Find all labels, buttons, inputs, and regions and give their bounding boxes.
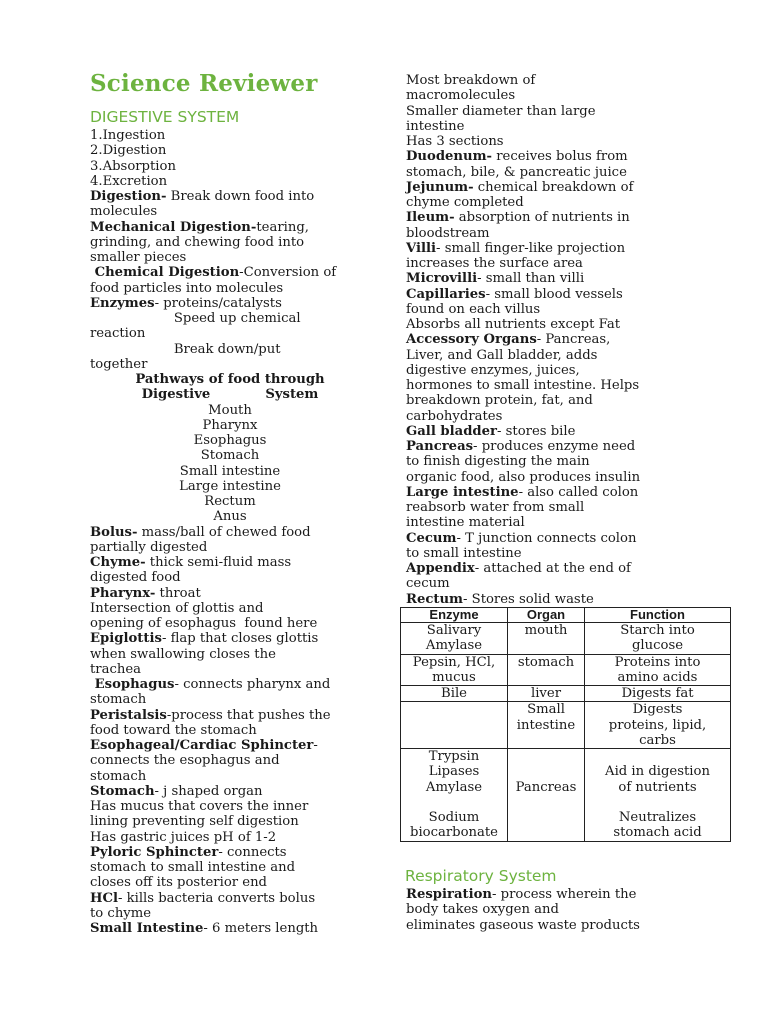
line-text: closes off its posterior end bbox=[90, 875, 268, 891]
term-label: Accessory Organs bbox=[406, 332, 537, 348]
line-text: reabsorb water from small bbox=[406, 500, 585, 515]
line-text: - Pancreas, bbox=[536, 332, 611, 348]
text-line bbox=[406, 546, 736, 561]
text-line bbox=[406, 918, 736, 933]
line-text: food toward the stomach bbox=[90, 722, 257, 738]
text-line bbox=[90, 906, 370, 921]
line-text: intestine material bbox=[406, 515, 525, 531]
term-label: Esophagus bbox=[90, 677, 175, 692]
text-line bbox=[90, 159, 370, 174]
text-line bbox=[406, 180, 736, 195]
table-cell bbox=[585, 623, 731, 655]
table-cell bbox=[401, 702, 508, 749]
text-line bbox=[406, 576, 736, 591]
line-text: Large intestine bbox=[179, 478, 281, 494]
text-line bbox=[90, 387, 370, 402]
text-line bbox=[406, 317, 736, 332]
text-line bbox=[90, 418, 370, 433]
term-label: Mechanical Digestion- bbox=[90, 219, 257, 235]
line-text: Most breakdown of bbox=[406, 73, 536, 88]
line-text: - j shaped organ bbox=[154, 783, 263, 799]
line-text: stomach bbox=[90, 768, 147, 784]
line-text: -Conversion of bbox=[239, 265, 337, 281]
text-line bbox=[90, 738, 370, 753]
line-text: Has 3 sections bbox=[406, 134, 504, 149]
text-line bbox=[90, 753, 370, 768]
text-line bbox=[90, 509, 370, 524]
text-line bbox=[90, 326, 370, 341]
cell-line: Amylase bbox=[425, 779, 483, 795]
line-text: partially digested bbox=[90, 539, 208, 555]
text-line bbox=[406, 393, 736, 408]
cell-line: stomach bbox=[517, 654, 575, 670]
line-text: Speed up chemical bbox=[90, 311, 301, 326]
line-text: thick semi-fluid mass bbox=[145, 555, 292, 570]
text-line bbox=[90, 143, 370, 158]
text-line bbox=[90, 799, 370, 814]
text-line bbox=[90, 433, 370, 448]
cell-line: Lipases bbox=[428, 764, 480, 780]
table-cell bbox=[508, 654, 585, 686]
text-line bbox=[406, 363, 736, 378]
line-text: Small intestine bbox=[179, 463, 281, 479]
text-line bbox=[90, 631, 370, 646]
cell-line: Pepsin, HCl, bbox=[412, 654, 496, 670]
table-row bbox=[401, 623, 731, 655]
term-label: Bolus- bbox=[90, 524, 138, 540]
section-heading-respiratory: Respiratory System bbox=[405, 867, 557, 885]
cell-line: biocarbonate bbox=[410, 825, 498, 841]
term-label: Esophageal/Cardiac Sphincter bbox=[90, 738, 314, 753]
term-label: Villi bbox=[406, 240, 437, 256]
enzyme-table bbox=[400, 607, 731, 842]
cell-line: Aid in digestion bbox=[605, 764, 710, 780]
line-text: Pharynx bbox=[202, 417, 258, 433]
text-line bbox=[406, 210, 736, 225]
table-cell bbox=[508, 686, 585, 702]
term-label: Jejunum- bbox=[406, 179, 474, 195]
table-cell bbox=[401, 686, 508, 702]
text-line bbox=[90, 448, 370, 463]
text-line bbox=[90, 647, 370, 662]
table-cell bbox=[508, 623, 585, 655]
line-text: Intersection of glottis and bbox=[90, 600, 264, 616]
text-line bbox=[90, 265, 370, 280]
line-text: macromolecules bbox=[406, 88, 516, 104]
line-text: - also called colon bbox=[518, 484, 639, 500]
text-line bbox=[90, 677, 370, 692]
line-text: organic food, also produces insulin bbox=[406, 469, 641, 485]
text-line bbox=[406, 561, 736, 576]
text-line bbox=[90, 692, 370, 707]
line-text: to small intestine bbox=[406, 545, 522, 561]
line-text: carbohydrates bbox=[406, 408, 503, 424]
text-line bbox=[90, 189, 370, 204]
table-cell bbox=[585, 749, 731, 842]
line-text: to chyme bbox=[90, 905, 152, 921]
line-text: - connects pharynx and bbox=[174, 677, 331, 692]
text-line bbox=[406, 332, 736, 347]
text-line bbox=[90, 814, 370, 829]
line-text: stomach to small intestine and bbox=[90, 860, 296, 875]
table-row bbox=[401, 654, 731, 686]
term-label: Chemical Digestion bbox=[90, 265, 240, 281]
text-line bbox=[90, 769, 370, 784]
cell-line: Bile bbox=[441, 686, 467, 701]
cell-line: Amylase bbox=[425, 638, 483, 654]
term-label: Digestive System bbox=[141, 387, 319, 403]
table-cell bbox=[508, 702, 585, 749]
table-header-function: Function bbox=[585, 608, 731, 623]
line-text: Mouth bbox=[208, 402, 252, 418]
cell-line: mucus bbox=[432, 669, 476, 685]
line-text: - small than villi bbox=[477, 271, 585, 287]
text-line bbox=[406, 439, 736, 454]
text-line bbox=[406, 470, 736, 485]
line-text: chemical breakdown of bbox=[473, 179, 634, 195]
text-line bbox=[90, 723, 370, 738]
text-line bbox=[406, 119, 736, 134]
line-text: tearing, bbox=[256, 219, 309, 235]
text-line bbox=[90, 220, 370, 235]
line-text: Has mucus that covers the inner bbox=[90, 799, 309, 814]
cell-line: Sodium bbox=[428, 810, 480, 825]
term-label: Microvilli bbox=[406, 271, 478, 287]
table-cell bbox=[401, 654, 508, 686]
text-line bbox=[90, 891, 370, 906]
text-line bbox=[90, 357, 370, 372]
text-line bbox=[406, 424, 736, 439]
right-column-text bbox=[406, 73, 736, 607]
term-label: Ileum- bbox=[406, 210, 455, 226]
line-text: smaller pieces bbox=[90, 250, 187, 265]
line-text: connects the esophagus and bbox=[90, 753, 280, 769]
line-text: cecum bbox=[406, 576, 450, 592]
line-text: to finish digesting the main bbox=[406, 454, 590, 470]
cell-line: intestine bbox=[516, 717, 576, 733]
table-row bbox=[401, 749, 731, 842]
line-text: chyme completed bbox=[406, 195, 524, 210]
term-label: Duodenum- bbox=[406, 149, 493, 165]
term-label: Epiglottis bbox=[90, 631, 162, 647]
line-text: increases the surface area bbox=[406, 256, 583, 271]
term-label: Cecum bbox=[406, 530, 457, 546]
term-label: Gall bladder bbox=[406, 423, 497, 439]
line-text: Liver, and Gall bladder, adds bbox=[406, 347, 598, 363]
line-text: Break down food into bbox=[166, 189, 315, 204]
line-text: - process wherein the bbox=[491, 887, 637, 902]
line-text: - 6 meters length bbox=[203, 921, 319, 936]
table-row bbox=[401, 702, 731, 749]
text-line bbox=[90, 250, 370, 265]
line-text: - connects bbox=[218, 844, 287, 860]
term-label: Capillaries bbox=[406, 286, 486, 302]
cell-line bbox=[404, 795, 504, 810]
text-line bbox=[406, 902, 736, 917]
text-line bbox=[406, 134, 736, 149]
text-line bbox=[90, 342, 370, 357]
line-text: Break down/put bbox=[90, 341, 281, 357]
text-line bbox=[406, 378, 736, 393]
cell-line bbox=[588, 749, 727, 764]
line-text: when swallowing closes the bbox=[90, 646, 276, 662]
text-line bbox=[406, 73, 736, 88]
cell-line: amino acids bbox=[617, 669, 698, 685]
cell-line: Trypsin bbox=[428, 749, 480, 764]
cell-line bbox=[404, 702, 504, 717]
line-text: Absorbs all nutrients except Fat bbox=[406, 317, 621, 332]
cell-line: mouth bbox=[524, 623, 568, 638]
text-line bbox=[90, 525, 370, 540]
line-text: - produces enzyme need bbox=[473, 439, 636, 454]
text-line bbox=[406, 104, 736, 119]
table-cell bbox=[401, 749, 508, 842]
text-line bbox=[406, 241, 736, 256]
line-text: Has gastric juices pH of 1-2 bbox=[90, 829, 277, 845]
line-text: - proteins/catalysts bbox=[154, 295, 282, 311]
line-text: - small blood vessels bbox=[485, 286, 623, 302]
term-label: Pharynx- bbox=[90, 585, 156, 601]
text-line bbox=[90, 403, 370, 418]
line-text: found on each villus bbox=[406, 301, 541, 317]
table-cell bbox=[585, 702, 731, 749]
table-cell bbox=[508, 749, 585, 842]
cell-line: Proteins into bbox=[614, 654, 701, 670]
text-line bbox=[90, 540, 370, 555]
table-cell bbox=[401, 623, 508, 655]
text-line bbox=[90, 708, 370, 723]
line-text: receives bolus from bbox=[492, 149, 628, 165]
line-text: mass/ball of chewed food bbox=[137, 524, 311, 540]
text-line bbox=[406, 500, 736, 515]
line-text: opening of esophagus found here bbox=[90, 616, 318, 631]
term-label: Appendix bbox=[406, 561, 475, 576]
page-title: Science Reviewer bbox=[90, 70, 318, 97]
line-text: - small finger-like projection bbox=[436, 240, 626, 256]
table-header-organ: Organ bbox=[508, 608, 585, 623]
term-label: Enzymes bbox=[90, 295, 155, 311]
line-text: lining preventing self digestion bbox=[90, 814, 299, 830]
text-line bbox=[406, 287, 736, 302]
line-text: hormones to small intestine. Helps bbox=[406, 378, 640, 393]
term-label: HCl bbox=[90, 890, 118, 906]
text-line bbox=[406, 302, 736, 317]
text-line bbox=[90, 281, 370, 296]
line-text: breakdown protein, fat, and bbox=[406, 393, 593, 409]
left-column-text bbox=[90, 128, 370, 936]
line-text: throat bbox=[155, 585, 201, 601]
text-line bbox=[90, 921, 370, 936]
cell-line: Neutralizes bbox=[618, 810, 697, 825]
text-line bbox=[90, 479, 370, 494]
line-text: -process that pushes the bbox=[166, 707, 331, 723]
text-line bbox=[406, 454, 736, 469]
term-label: Peristalsis bbox=[90, 707, 167, 723]
term-label: Respiration bbox=[406, 887, 492, 902]
text-line bbox=[406, 348, 736, 363]
cell-line: Digests fat bbox=[621, 686, 694, 701]
text-line bbox=[90, 586, 370, 601]
line-text: molecules bbox=[90, 204, 158, 220]
term-label: Pancreas bbox=[406, 439, 474, 454]
cell-line: Starch into bbox=[620, 623, 695, 638]
text-line bbox=[406, 256, 736, 271]
term-label: Rectum bbox=[406, 591, 464, 607]
text-line bbox=[90, 464, 370, 479]
table-header-enzyme: Enzyme bbox=[401, 608, 508, 623]
table-header-row bbox=[401, 608, 731, 623]
text-line bbox=[90, 662, 370, 677]
line-text: body takes oxygen and bbox=[406, 902, 559, 918]
text-line bbox=[90, 311, 370, 326]
line-text: intestine bbox=[406, 118, 465, 134]
line-text: - bbox=[313, 738, 318, 753]
line-text: absorption of nutrients in bbox=[454, 210, 630, 226]
line-text: Anus bbox=[213, 509, 247, 525]
text-line bbox=[406, 195, 736, 210]
text-line bbox=[90, 296, 370, 311]
text-line bbox=[90, 601, 370, 616]
cell-line: Salivary bbox=[426, 623, 482, 638]
line-text: food particles into molecules bbox=[90, 280, 284, 296]
text-line bbox=[90, 845, 370, 860]
line-text: eliminates gaseous waste products bbox=[406, 917, 640, 933]
line-text: digestive enzymes, juices, bbox=[406, 362, 580, 378]
text-line bbox=[90, 860, 370, 875]
cell-line: carbs bbox=[639, 732, 676, 748]
cell-line bbox=[511, 749, 581, 764]
line-text: Smaller diameter than large bbox=[406, 103, 596, 119]
line-text: - Stores solid waste bbox=[463, 591, 594, 607]
text-line bbox=[90, 616, 370, 631]
text-line bbox=[90, 235, 370, 250]
line-text: reaction bbox=[90, 326, 146, 342]
term-label: Digestion- bbox=[90, 189, 167, 204]
text-line bbox=[406, 592, 736, 607]
text-line bbox=[406, 887, 736, 902]
term-label: Chyme- bbox=[90, 555, 146, 570]
text-line bbox=[406, 165, 736, 180]
respiratory-text bbox=[406, 887, 736, 933]
cell-line bbox=[588, 795, 727, 810]
term-label: Stomach bbox=[90, 783, 155, 799]
text-line bbox=[90, 555, 370, 570]
line-text: grinding, and chewing food into bbox=[90, 234, 305, 250]
line-text: bloodstream bbox=[406, 225, 490, 241]
line-text: together bbox=[90, 356, 148, 372]
line-text: 2.Digestion bbox=[90, 143, 167, 159]
line-text: trachea bbox=[90, 661, 142, 677]
line-text: - stores bile bbox=[496, 423, 576, 439]
line-text: Rectum bbox=[204, 494, 256, 509]
line-text: 3.Absorption bbox=[90, 158, 176, 174]
cell-line: liver bbox=[531, 686, 561, 701]
text-line bbox=[406, 88, 736, 103]
text-line bbox=[90, 174, 370, 189]
line-text: 4.Excretion bbox=[90, 173, 168, 189]
cell-line: proteins, lipid, bbox=[608, 717, 707, 733]
text-line bbox=[90, 570, 370, 585]
text-line bbox=[90, 128, 370, 143]
line-text: - attached at the end of bbox=[474, 561, 631, 576]
text-line bbox=[90, 494, 370, 509]
text-line bbox=[406, 515, 736, 530]
line-text: - kills bacteria converts bolus bbox=[117, 890, 316, 906]
cell-line: stomach acid bbox=[613, 825, 702, 841]
line-text: 1.Ingestion bbox=[90, 128, 166, 143]
term-label: Pathways of food through bbox=[135, 372, 325, 387]
line-text: stomach, bile, & pancreatic juice bbox=[406, 164, 627, 180]
text-line bbox=[406, 485, 736, 500]
line-text: stomach bbox=[90, 692, 147, 708]
text-line bbox=[90, 204, 370, 219]
term-label: Small Intestine bbox=[90, 921, 204, 936]
term-label: Pyloric Sphincter bbox=[90, 844, 219, 860]
cell-line: glucose bbox=[631, 638, 684, 654]
text-line bbox=[90, 830, 370, 845]
text-line bbox=[90, 372, 370, 387]
text-line bbox=[406, 409, 736, 424]
term-label: Large intestine bbox=[406, 484, 519, 500]
cell-line: Digests bbox=[632, 702, 683, 718]
line-text: Esophagus bbox=[193, 433, 267, 448]
cell-line: of nutrients bbox=[618, 779, 697, 795]
line-text: - T junction connects colon bbox=[456, 530, 637, 546]
cell-line: Small bbox=[527, 702, 565, 718]
text-line bbox=[90, 784, 370, 799]
text-line bbox=[406, 531, 736, 546]
table-cell bbox=[585, 686, 731, 702]
line-text: - flap that closes glottis bbox=[161, 631, 319, 647]
table-cell bbox=[585, 654, 731, 686]
cell-line bbox=[511, 764, 581, 779]
text-line bbox=[90, 875, 370, 890]
table-row bbox=[401, 686, 731, 702]
line-text: digested food bbox=[90, 570, 181, 586]
line-text: Stomach bbox=[200, 448, 260, 464]
text-line bbox=[406, 271, 736, 286]
section-heading-digestive: DIGESTIVE SYSTEM bbox=[90, 108, 240, 126]
text-line bbox=[406, 149, 736, 164]
cell-line: Pancreas bbox=[515, 779, 577, 795]
text-line bbox=[406, 226, 736, 241]
